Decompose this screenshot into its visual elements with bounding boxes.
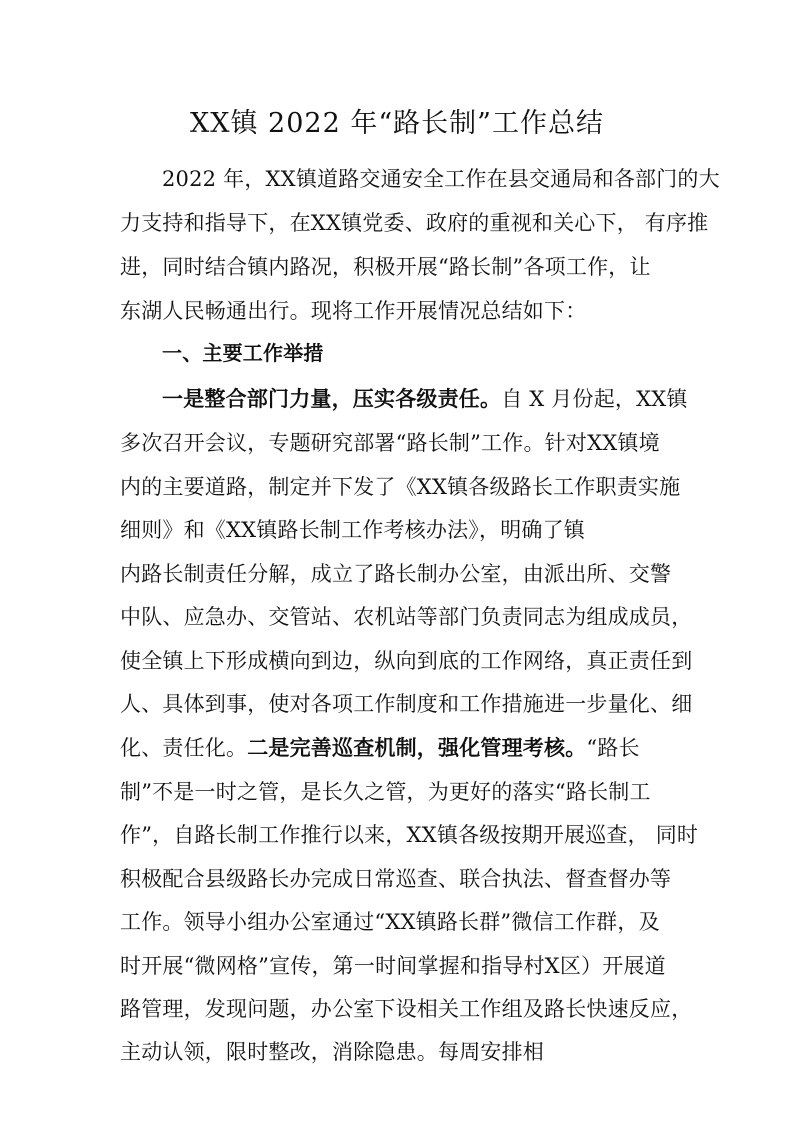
para2-bold-lead: 二是完善巡查机制，强化管理考核。 [247, 736, 587, 760]
para2-line-1 [120, 733, 640, 763]
para2-line-3: 作”，自路长制工作推行以来，XX镇各级按期开展巡查， 同时 [120, 823, 699, 847]
para1-line-1 [162, 384, 688, 414]
para2-line-5: 工作。领导小组办公室通过“XX镇路长群”微信工作群，及 [120, 910, 660, 934]
para2-prefix: 化、责任化。 [120, 736, 248, 760]
intro-line-1: 2022 年，XX镇道路交通安全工作在县交通局和各部门的大 [162, 167, 720, 191]
para2-line-2: 制”不是一时之管，是长久之管，为更好的落实“路长制工 [120, 780, 651, 804]
para1-line-7: 使全镇上下形成横向到边，纵向到底的工作网络，真正责任到 [120, 649, 693, 673]
para1-line-2: 多次召开会议，专题研究部署“路长制”工作。针对XX镇境 [120, 431, 660, 455]
para1-line-5: 内路长制责任分解，成立了路长制办公室，由派出所、交警 [120, 562, 672, 586]
para2-line1-rest: “路长 [586, 736, 640, 760]
para2-line-7: 路管理，发现问题，办公室下设相关工作组及路长快速反应， [120, 997, 693, 1021]
para1-line-4: 细则》和《XX镇路长制工作考核办法》，明确了镇 [120, 518, 585, 542]
para1-bold-lead: 一是整合部门力量，压实各级责任。 [162, 387, 502, 411]
section-heading: 一、主要工作举措 [162, 341, 324, 365]
para2-line-8: 主动认领，限时整改，消除隐患。每周安排相 [120, 1040, 544, 1064]
para2-line-6: 时开展“微网格”宣传，第一时间掌握和指导村X区）开展道 [120, 954, 666, 978]
intro-line-3: 进，同时结合镇内路况，积极开展“路长制”各项工作，让 [120, 255, 651, 279]
para1-line-6: 中队、应急办、交管站、农机站等部门负责同志为组成成员， [120, 605, 693, 629]
para2-line-4: 积极配合县级路长办完成日常巡查、联合执法、督查督办等 [120, 867, 672, 891]
document-title: XX镇 2022 年“路长制”工作总结 [190, 108, 604, 139]
para1-line-3: 内的主要道路，制定并下发了《XX镇各级路长工作职责实施 [120, 475, 681, 499]
intro-line-4: 东湖人民畅通出行。现将工作开展情况总结如下： [120, 299, 587, 323]
intro-line-2: 力支持和指导下，在XX镇党委、政府的重视和关心下， 有序推 [120, 211, 709, 235]
para1-line-8: 人、具体到事，使对各项工作制度和工作措施进一步量化、细 [120, 692, 693, 716]
para1-line1-rest: 自 X 月份起，XX镇 [501, 387, 688, 411]
